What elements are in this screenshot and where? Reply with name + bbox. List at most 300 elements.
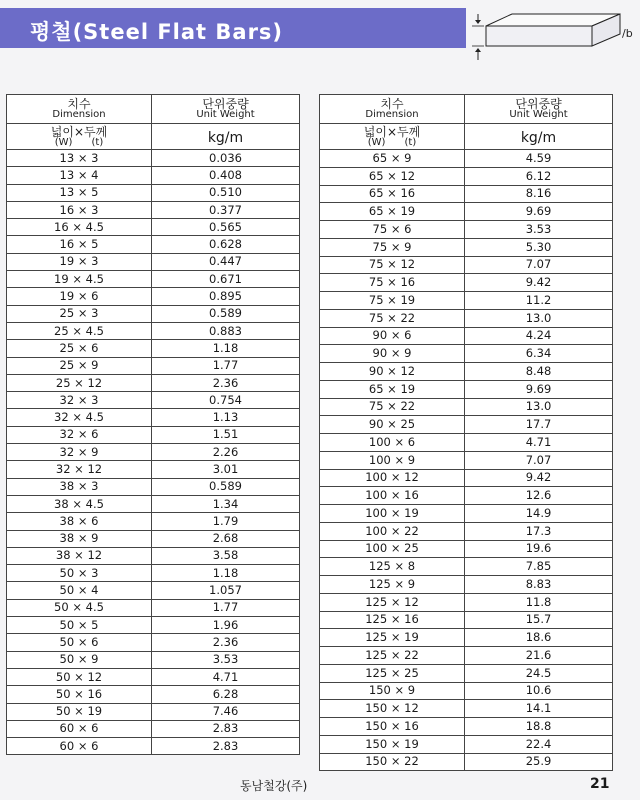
width-value: 32 bbox=[55, 461, 71, 476]
dimension-cell bbox=[320, 327, 465, 345]
thickness-value: 19 bbox=[404, 505, 419, 520]
thickness-value: 12 bbox=[87, 548, 103, 563]
times-sign: × bbox=[70, 461, 88, 476]
times-sign: × bbox=[68, 496, 86, 511]
thickness-value: 12 bbox=[400, 257, 416, 272]
thickness-value: 9 bbox=[91, 652, 99, 667]
width-value: 50 bbox=[59, 565, 75, 580]
table-row bbox=[7, 340, 300, 357]
dimension-header-ko: 치수 bbox=[380, 97, 404, 111]
width-value: 100 bbox=[365, 541, 388, 556]
table-row bbox=[7, 547, 300, 564]
width-thickness-header bbox=[320, 124, 465, 150]
thickness-value: 16 bbox=[87, 686, 103, 701]
times-sign: × bbox=[387, 523, 405, 538]
table-row bbox=[320, 434, 613, 452]
thickness-value: 9 bbox=[91, 444, 99, 459]
thickness-value: 16 bbox=[404, 488, 419, 503]
times-sign: × bbox=[387, 665, 405, 680]
times-sign: × bbox=[387, 239, 405, 254]
thickness-value: 25 bbox=[404, 665, 419, 680]
dimension-cell bbox=[7, 461, 152, 478]
thickness-value: 4 bbox=[91, 583, 99, 598]
table-row bbox=[320, 576, 613, 594]
width-value: 125 bbox=[365, 630, 388, 645]
width-value: 25 bbox=[55, 375, 71, 390]
width-value: 60 bbox=[59, 721, 75, 736]
weight-cell: 13.0 bbox=[465, 398, 613, 416]
times-sign: × bbox=[74, 167, 92, 182]
thickness-value: 9 bbox=[404, 150, 412, 165]
times-sign: × bbox=[74, 444, 92, 459]
table-row bbox=[320, 718, 613, 736]
weight-cell: 7.85 bbox=[465, 558, 613, 576]
dimension-cell bbox=[320, 221, 465, 239]
times-sign: × bbox=[390, 576, 408, 591]
times-sign: × bbox=[74, 738, 92, 753]
times-sign: × bbox=[74, 583, 92, 598]
weight-header-ko: 단위중량 bbox=[515, 97, 562, 111]
width-value: 75 bbox=[368, 310, 384, 325]
dimension-cell bbox=[7, 547, 152, 564]
weight-cell: 4.59 bbox=[465, 150, 613, 168]
times-sign: × bbox=[74, 254, 92, 269]
table-row bbox=[320, 487, 613, 505]
weight-cell: 0.589 bbox=[152, 478, 300, 495]
weight-cell: 1.34 bbox=[152, 495, 300, 512]
weight-cell: 1.79 bbox=[152, 513, 300, 530]
times-sign: × bbox=[74, 392, 92, 407]
weight-cell: 0.671 bbox=[152, 271, 300, 288]
thickness-value: 16 bbox=[404, 718, 419, 733]
thickness-value: 12 bbox=[87, 669, 103, 684]
weight-cell: 1.18 bbox=[152, 565, 300, 582]
width-value: 50 bbox=[59, 617, 75, 632]
weight-cell: 8.48 bbox=[465, 363, 613, 381]
dimension-cell bbox=[320, 505, 465, 523]
width-value: 25 bbox=[59, 306, 75, 321]
width-value: 50 bbox=[55, 686, 71, 701]
weight-cell: 12.6 bbox=[465, 487, 613, 505]
table-row bbox=[320, 451, 613, 469]
table-row bbox=[320, 167, 613, 185]
weight-header bbox=[152, 95, 300, 124]
table-row bbox=[7, 167, 300, 184]
table-row bbox=[320, 327, 613, 345]
weight-cell: 0.754 bbox=[152, 392, 300, 409]
weight-cell: 19.6 bbox=[465, 540, 613, 558]
flat-bar-diagram bbox=[470, 12, 640, 62]
weight-cell: 2.68 bbox=[152, 530, 300, 547]
width-value: 32 bbox=[54, 410, 69, 425]
weight-cell: 4.71 bbox=[465, 434, 613, 452]
width-value: 50 bbox=[55, 669, 71, 684]
width-value: 125 bbox=[368, 576, 391, 591]
width-value: 13 bbox=[59, 150, 75, 165]
table-row bbox=[7, 720, 300, 737]
dimension-cell bbox=[7, 253, 152, 270]
thickness-value: 4.5 bbox=[85, 271, 104, 286]
width-value: 100 bbox=[365, 505, 388, 520]
right-table bbox=[319, 94, 613, 771]
dimension-cell bbox=[7, 530, 152, 547]
weight-cell: 7.46 bbox=[152, 703, 300, 720]
thickness-value: 6 bbox=[91, 634, 99, 649]
dimension-cell bbox=[320, 647, 465, 665]
times-sign: × bbox=[383, 310, 401, 325]
table-row bbox=[320, 309, 613, 327]
dimension-header-en: Dimension bbox=[52, 109, 106, 120]
table-row bbox=[7, 444, 300, 461]
dimension-cell bbox=[320, 345, 465, 363]
weight-cell: 25.9 bbox=[465, 753, 613, 771]
table-row bbox=[320, 185, 613, 203]
weight-cell: 10.6 bbox=[465, 682, 613, 700]
times-sign: × bbox=[74, 202, 92, 217]
width-value: 75 bbox=[372, 239, 388, 254]
dimension-cell bbox=[320, 380, 465, 398]
table-row bbox=[320, 505, 613, 523]
table-row bbox=[320, 292, 613, 310]
table-row bbox=[7, 201, 300, 218]
times-sign: × bbox=[383, 168, 401, 183]
table-row bbox=[7, 426, 300, 443]
width-value: 75 bbox=[368, 257, 384, 272]
times-sign: × bbox=[390, 434, 408, 449]
times-sign: × bbox=[68, 323, 86, 338]
width-value: 125 bbox=[365, 647, 388, 662]
times-sign: × bbox=[74, 358, 92, 373]
weight-cell: 6.12 bbox=[465, 167, 613, 185]
thickness-value: 22 bbox=[400, 399, 416, 414]
weight-cell: 7.07 bbox=[465, 256, 613, 274]
times-sign: × bbox=[383, 399, 401, 414]
width-value: 25 bbox=[54, 323, 69, 338]
dimension-cell bbox=[7, 634, 152, 651]
dimension-cell bbox=[7, 426, 152, 443]
table-row bbox=[320, 256, 613, 274]
width-value: 100 bbox=[368, 452, 391, 467]
table-row bbox=[320, 700, 613, 718]
width-value: 32 bbox=[59, 444, 75, 459]
times-sign: × bbox=[383, 363, 401, 378]
thickness-value: 22 bbox=[404, 523, 419, 538]
weight-cell: 1.057 bbox=[152, 582, 300, 599]
times-sign: × bbox=[74, 617, 92, 632]
dimension-header bbox=[320, 95, 465, 124]
page-title: 평철(Steel Flat Bars) bbox=[30, 20, 284, 44]
width-value: 19 bbox=[59, 289, 75, 304]
weight-header-ko: 단위중량 bbox=[202, 97, 249, 111]
dimension-cell bbox=[320, 451, 465, 469]
times-sign: × bbox=[74, 652, 92, 667]
times-sign: × bbox=[70, 704, 88, 719]
thickness-value: 4.5 bbox=[85, 219, 104, 234]
thickness-value: 6 bbox=[91, 721, 99, 736]
table-row bbox=[7, 651, 300, 668]
width-value: 100 bbox=[365, 523, 388, 538]
dimension-cell bbox=[320, 558, 465, 576]
times-sign: × bbox=[74, 565, 92, 580]
company-name: 동남철강(주) bbox=[240, 779, 308, 793]
width-value: 50 bbox=[59, 652, 75, 667]
times-sign: × bbox=[383, 186, 401, 201]
width-value: 125 bbox=[365, 665, 388, 680]
table-row bbox=[320, 611, 613, 629]
table-row bbox=[320, 380, 613, 398]
dimension-cell bbox=[7, 305, 152, 322]
times-sign: × bbox=[74, 479, 92, 494]
width-value: 16 bbox=[59, 237, 75, 252]
dimension-cell bbox=[320, 256, 465, 274]
weight-cell: 0.036 bbox=[152, 150, 300, 167]
weight-cell: 3.01 bbox=[152, 461, 300, 478]
dimension-cell bbox=[7, 374, 152, 391]
table-row bbox=[7, 565, 300, 582]
width-value: 90 bbox=[368, 363, 384, 378]
dimension-cell bbox=[320, 238, 465, 256]
thickness-value: 16 bbox=[400, 275, 416, 290]
thickness-value: 4.5 bbox=[85, 496, 104, 511]
width-value: 38 bbox=[54, 496, 69, 511]
weight-cell: 15.7 bbox=[465, 611, 613, 629]
table-row bbox=[7, 582, 300, 599]
dimension-cell bbox=[320, 682, 465, 700]
thickness-value: 3 bbox=[91, 479, 99, 494]
table-row bbox=[320, 398, 613, 416]
times-sign: × bbox=[387, 594, 405, 609]
thickness-value: 9 bbox=[91, 358, 99, 373]
width-value: 100 bbox=[368, 434, 391, 449]
width-value: 38 bbox=[59, 531, 75, 546]
thickness-value: 12 bbox=[404, 594, 419, 609]
thickness-value: 12 bbox=[87, 375, 103, 390]
dimension-cell bbox=[320, 185, 465, 203]
width-value: 19 bbox=[59, 254, 75, 269]
dimension-cell bbox=[7, 651, 152, 668]
width-value: 125 bbox=[365, 594, 388, 609]
weight-cell: 1.96 bbox=[152, 617, 300, 634]
times-sign: × bbox=[74, 289, 92, 304]
dimension-cell bbox=[320, 540, 465, 558]
dimension-cell bbox=[7, 582, 152, 599]
weight-cell: 0.377 bbox=[152, 201, 300, 218]
dimension-cell bbox=[7, 357, 152, 374]
times-sign: × bbox=[74, 513, 92, 528]
weight-cell: 21.6 bbox=[465, 647, 613, 665]
table-row bbox=[320, 203, 613, 221]
width-value: 150 bbox=[365, 701, 388, 716]
width-value: 125 bbox=[368, 559, 391, 574]
table-row bbox=[7, 357, 300, 374]
width-value: 150 bbox=[365, 718, 388, 733]
width-value: 75 bbox=[368, 399, 384, 414]
width-value: 25 bbox=[59, 340, 75, 355]
table-row bbox=[7, 184, 300, 201]
table-row bbox=[7, 409, 300, 426]
times-sign: × bbox=[383, 381, 401, 396]
thickness-value: 9 bbox=[91, 531, 99, 546]
dimension-cell bbox=[320, 398, 465, 416]
width-value: 65 bbox=[368, 168, 384, 183]
thickness-value: 4.5 bbox=[85, 410, 104, 425]
thickness-value: 25 bbox=[400, 417, 416, 432]
weight-cell: 9.42 bbox=[465, 469, 613, 487]
width-value: 125 bbox=[365, 612, 388, 627]
width-value: 65 bbox=[368, 204, 384, 219]
thickness-value: 12 bbox=[87, 461, 103, 476]
thickness-value: 22 bbox=[400, 310, 416, 325]
times-sign: × bbox=[387, 150, 405, 165]
weight-cell: 1.77 bbox=[152, 599, 300, 616]
weight-header bbox=[465, 95, 613, 124]
weight-cell: 5.30 bbox=[465, 238, 613, 256]
dimension-cell bbox=[320, 700, 465, 718]
dimension-cell bbox=[320, 469, 465, 487]
weight-cell: 14.1 bbox=[465, 700, 613, 718]
width-value: 75 bbox=[372, 221, 388, 236]
thickness-value: 22 bbox=[404, 754, 419, 769]
table-row bbox=[320, 664, 613, 682]
weight-cell: 0.895 bbox=[152, 288, 300, 305]
times-sign: × bbox=[74, 306, 92, 321]
thickness-value: 4.5 bbox=[85, 323, 104, 338]
dimension-cell bbox=[320, 735, 465, 753]
times-sign: × bbox=[383, 275, 401, 290]
width-value: 50 bbox=[54, 600, 69, 615]
dimension-cell bbox=[320, 416, 465, 434]
times-sign: × bbox=[387, 470, 405, 485]
table-row bbox=[320, 522, 613, 540]
width-value: 50 bbox=[59, 634, 75, 649]
dimension-cell bbox=[320, 363, 465, 381]
width-value: 13 bbox=[59, 167, 75, 182]
weight-cell: 13.0 bbox=[465, 309, 613, 327]
table-row bbox=[7, 617, 300, 634]
table-row bbox=[7, 305, 300, 322]
times-sign: × bbox=[387, 328, 405, 343]
dimension-cell bbox=[7, 513, 152, 530]
unit-header bbox=[152, 124, 300, 150]
table-row bbox=[7, 530, 300, 547]
weight-header-en: Unit Weight bbox=[196, 109, 255, 120]
weight-cell: 4.71 bbox=[152, 668, 300, 685]
times-sign: × bbox=[74, 150, 92, 165]
width-value: 38 bbox=[55, 548, 71, 563]
table-row bbox=[320, 735, 613, 753]
thickness-value: 3 bbox=[91, 392, 99, 407]
weight-cell: 1.18 bbox=[152, 340, 300, 357]
thickness-value: 9 bbox=[407, 576, 416, 591]
dimension-cell bbox=[7, 738, 152, 755]
width-value: 16 bbox=[59, 202, 75, 217]
weight-cell: 14.9 bbox=[465, 505, 613, 523]
width-value: 50 bbox=[59, 583, 75, 598]
width-thickness-en: (W) (t) bbox=[367, 136, 417, 148]
table-row bbox=[7, 513, 300, 530]
dimension-cell bbox=[320, 274, 465, 292]
thickness-value: 19 bbox=[400, 381, 416, 396]
dimension-cell bbox=[7, 201, 152, 218]
weight-cell: 2.26 bbox=[152, 444, 300, 461]
table-row bbox=[320, 753, 613, 771]
weight-cell: 9.69 bbox=[465, 380, 613, 398]
thickness-value: 3 bbox=[91, 306, 99, 321]
thickness-value: 19 bbox=[404, 630, 419, 645]
thickness-value: 4 bbox=[91, 167, 99, 182]
width-value: 32 bbox=[59, 427, 75, 442]
times-sign: × bbox=[68, 219, 86, 234]
dimension-cell bbox=[7, 219, 152, 236]
weight-cell: 2.36 bbox=[152, 634, 300, 651]
thickness-value: 12 bbox=[404, 470, 419, 485]
times-sign: × bbox=[70, 669, 88, 684]
thickness-value: 16 bbox=[400, 186, 416, 201]
width-value: 150 bbox=[368, 683, 391, 698]
thickness-value: 8 bbox=[407, 559, 416, 574]
width-value: 50 bbox=[55, 704, 71, 719]
times-sign: × bbox=[387, 541, 405, 556]
weight-cell: 4.24 bbox=[465, 327, 613, 345]
page-number: 21 bbox=[590, 776, 610, 792]
dimension-cell bbox=[320, 576, 465, 594]
width-value: 60 bbox=[59, 738, 75, 753]
dimension-cell bbox=[320, 664, 465, 682]
times-sign: × bbox=[74, 721, 92, 736]
width-value: 75 bbox=[368, 292, 384, 307]
width-thickness-header bbox=[7, 124, 152, 150]
thickness-value: 19 bbox=[404, 736, 419, 751]
table-row bbox=[320, 363, 613, 381]
width-value: 90 bbox=[372, 346, 388, 361]
thickness-value: 9 bbox=[404, 346, 412, 361]
weight-cell: 1.51 bbox=[152, 426, 300, 443]
thickness-value: 9 bbox=[407, 683, 416, 698]
table-row bbox=[7, 668, 300, 685]
width-value: 100 bbox=[365, 488, 388, 503]
times-sign: × bbox=[74, 634, 92, 649]
weight-cell: 18.8 bbox=[465, 718, 613, 736]
width-thickness-en: (W) (t) bbox=[54, 136, 104, 148]
width-value: 13 bbox=[59, 185, 75, 200]
weight-cell: 3.58 bbox=[152, 547, 300, 564]
weight-cell: 0.589 bbox=[152, 305, 300, 322]
width-value: 65 bbox=[368, 381, 384, 396]
thickness-value: 25 bbox=[404, 541, 419, 556]
table-row bbox=[7, 495, 300, 512]
times-sign: × bbox=[383, 257, 401, 272]
dimension-cell bbox=[7, 686, 152, 703]
times-sign: × bbox=[390, 452, 408, 467]
dimension-cell bbox=[7, 150, 152, 167]
times-sign: × bbox=[390, 559, 408, 574]
thickness-value: 6 bbox=[404, 328, 412, 343]
weight-cell: 0.565 bbox=[152, 219, 300, 236]
dimension-cell bbox=[320, 150, 465, 168]
table-row bbox=[7, 253, 300, 270]
thickness-value: 3 bbox=[91, 565, 99, 580]
table-row bbox=[320, 682, 613, 700]
weight-cell: 0.447 bbox=[152, 253, 300, 270]
weight-header-en: Unit Weight bbox=[509, 109, 568, 120]
weight-cell: 1.13 bbox=[152, 409, 300, 426]
dimension-cell bbox=[320, 629, 465, 647]
dimension-cell bbox=[7, 392, 152, 409]
table-row bbox=[320, 647, 613, 665]
table-row bbox=[320, 593, 613, 611]
thickness-value: 3 bbox=[91, 202, 99, 217]
weight-cell: 1.77 bbox=[152, 357, 300, 374]
